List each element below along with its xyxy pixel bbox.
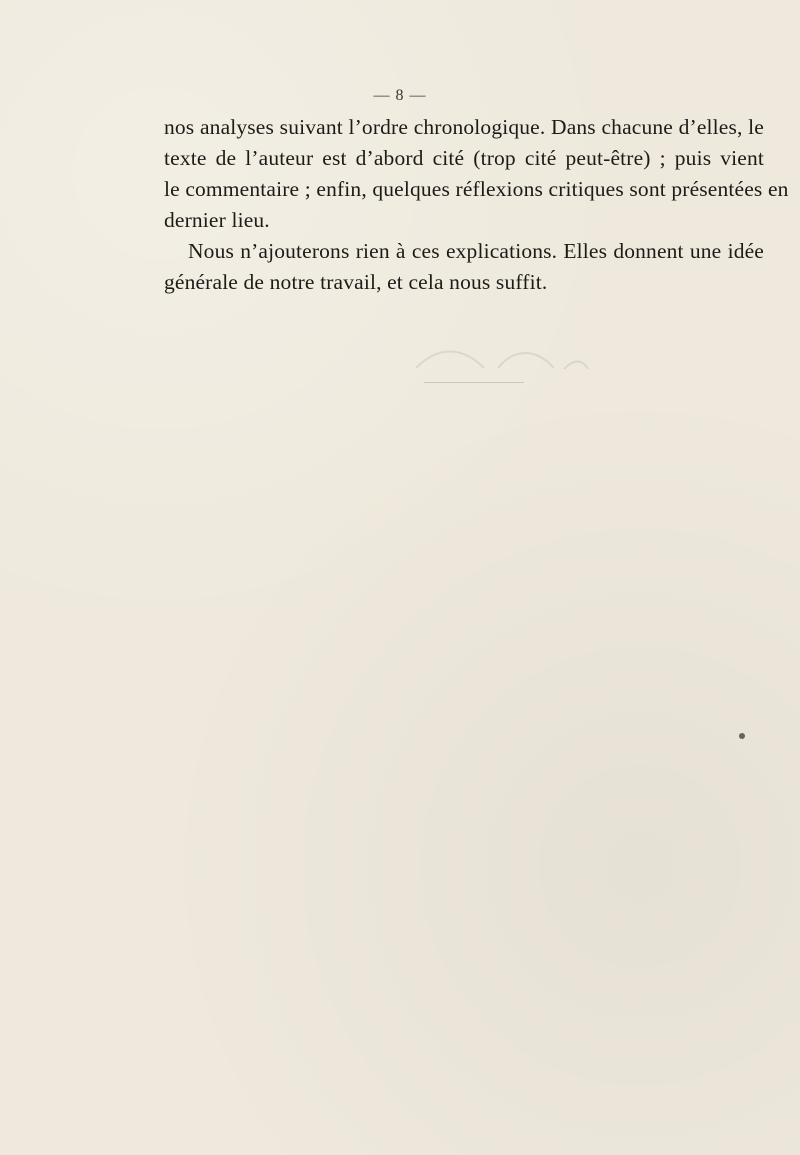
text-line: Nous n’ajouterons rien à ces explications. Elles donnent une idée [188,239,764,263]
page-number: — 8 — [373,87,427,104]
text-line: texte de l’auteur est d’abord cité (trop cité peut-être) ; puis vient [164,146,764,170]
body-text [164,112,789,298]
show-through-mark [410,338,590,378]
text-line: le commentaire ; enfin, quelques réflexions critiques sont présentées en [164,177,789,201]
text-line: dernier lieu. [164,208,270,232]
text-line: nos analyses suivant l’ordre chronologique. Dans chacune d’elles, le [164,115,764,139]
text-line: générale de notre travail, et cela nous suffit. [164,270,548,294]
ink-spot [739,733,745,739]
show-through-rule [424,382,524,383]
